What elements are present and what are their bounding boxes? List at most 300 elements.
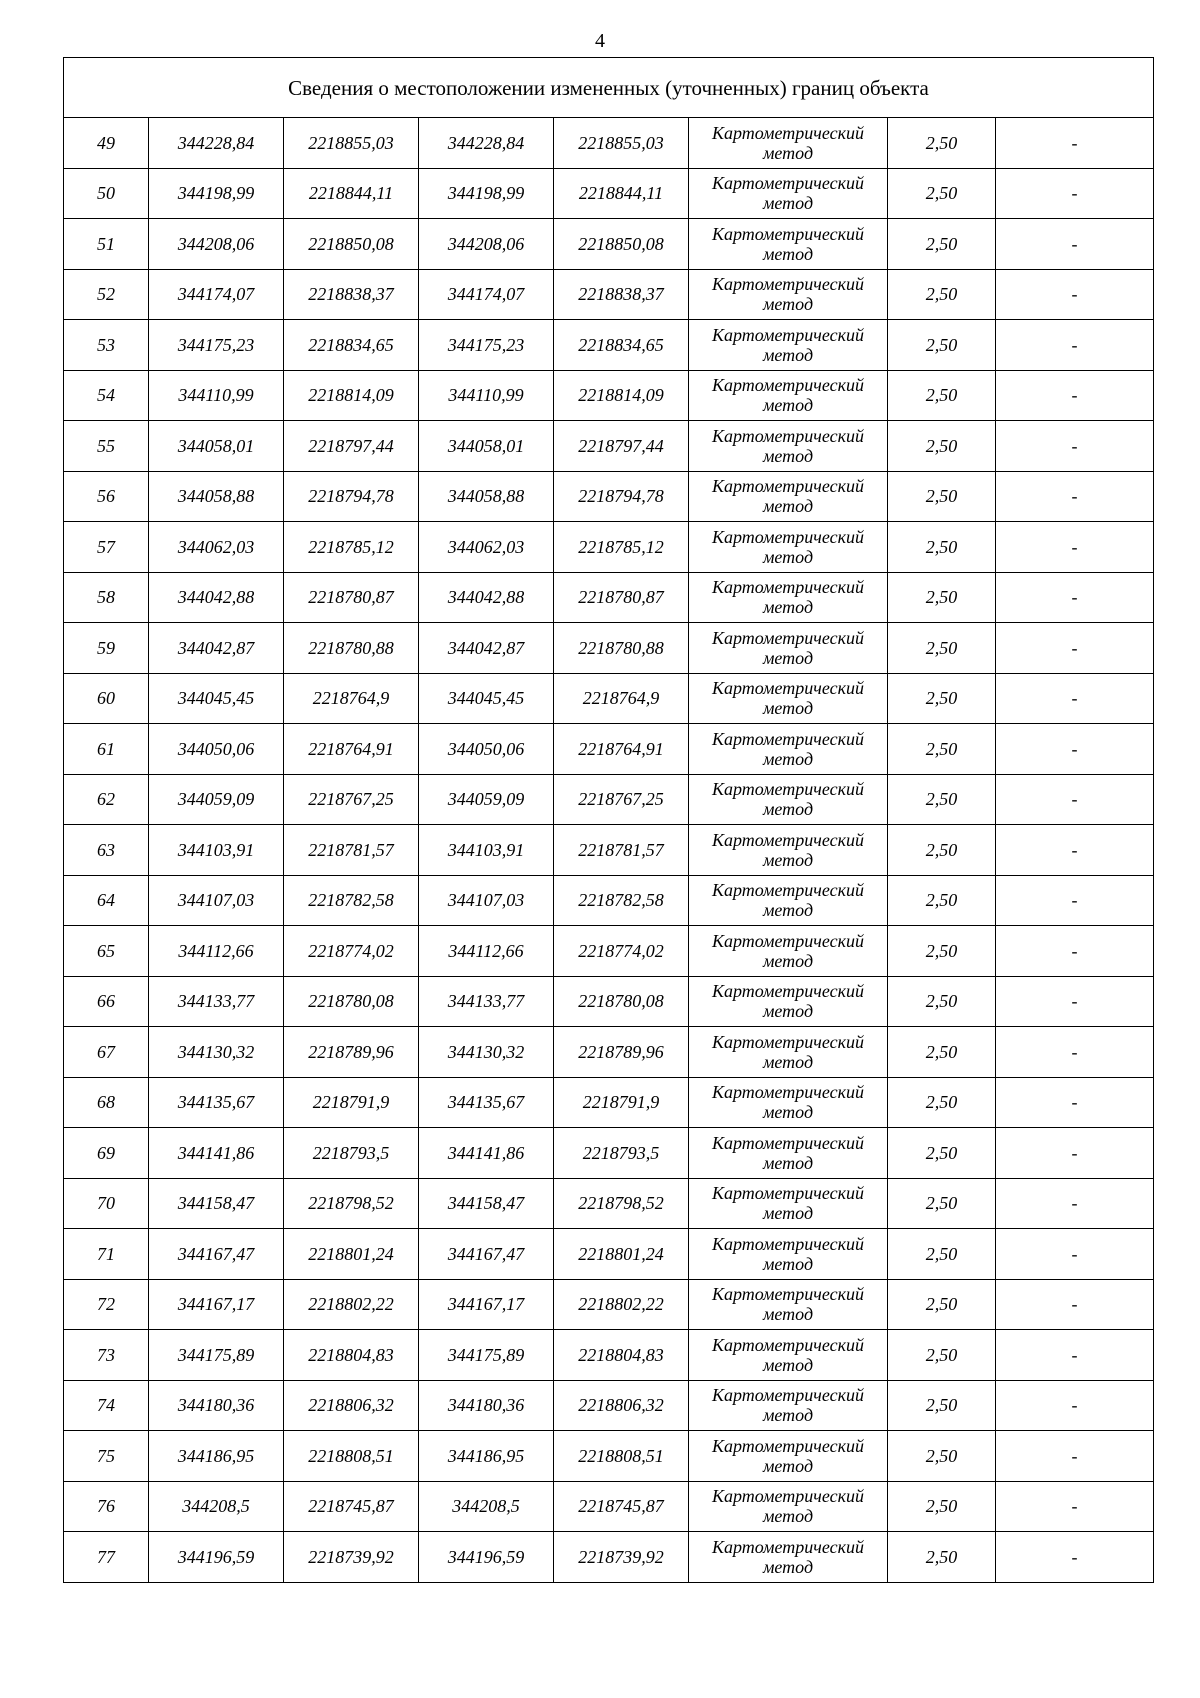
accuracy-cell: 2,50 xyxy=(888,1431,996,1482)
method-line-2: метод xyxy=(762,950,814,971)
table-row xyxy=(64,875,1154,926)
method-line-1: Картометрический xyxy=(711,1284,864,1305)
method-line-2: метод xyxy=(762,1253,814,1274)
x-existing-cell: 344110,99 xyxy=(149,370,284,421)
method-line-1: Картометрический xyxy=(711,627,864,648)
note-cell: - xyxy=(996,1229,1154,1280)
method-cell xyxy=(689,471,888,522)
y-new-cell: 2218794,78 xyxy=(554,471,689,522)
method-line-2: метод xyxy=(762,496,814,517)
method-cell xyxy=(689,168,888,219)
y-existing-cell: 2218855,03 xyxy=(284,118,419,169)
table-row xyxy=(64,421,1154,472)
y-existing-cell: 2218798,52 xyxy=(284,1178,419,1229)
method-line-2: метод xyxy=(762,900,814,921)
point-number-cell: 73 xyxy=(64,1330,149,1381)
y-existing-cell: 2218767,25 xyxy=(284,774,419,825)
method-line-2: метод xyxy=(762,698,814,719)
method-line-2: метод xyxy=(762,142,814,163)
y-existing-cell: 2218794,78 xyxy=(284,471,419,522)
y-new-cell: 2218789,96 xyxy=(554,1027,689,1078)
accuracy-cell: 2,50 xyxy=(888,1178,996,1229)
note-cell: - xyxy=(996,1431,1154,1482)
y-existing-cell: 2218780,88 xyxy=(284,623,419,674)
y-existing-cell: 2218774,02 xyxy=(284,926,419,977)
x-existing-cell: 344228,84 xyxy=(149,118,284,169)
note-cell: - xyxy=(996,572,1154,623)
y-new-cell: 2218745,87 xyxy=(554,1481,689,1532)
table-row xyxy=(64,673,1154,724)
method-line-2: метод xyxy=(762,647,814,668)
table-row xyxy=(64,219,1154,270)
method-line-1: Картометрический xyxy=(711,476,864,497)
note-cell: - xyxy=(996,673,1154,724)
y-existing-cell: 2218745,87 xyxy=(284,1481,419,1532)
x-existing-cell: 344050,06 xyxy=(149,724,284,775)
y-existing-cell: 2218802,22 xyxy=(284,1279,419,1330)
point-number-cell: 75 xyxy=(64,1431,149,1482)
method-line-2: метод xyxy=(762,597,814,618)
x-existing-cell: 344208,5 xyxy=(149,1481,284,1532)
method-line-1: Картометрический xyxy=(711,1435,864,1456)
note-cell: - xyxy=(996,825,1154,876)
x-new-cell: 344130,32 xyxy=(419,1027,554,1078)
method-cell xyxy=(689,421,888,472)
accuracy-cell: 2,50 xyxy=(888,724,996,775)
accuracy-cell: 2,50 xyxy=(888,825,996,876)
x-existing-cell: 344198,99 xyxy=(149,168,284,219)
note-cell: - xyxy=(996,1128,1154,1179)
method-line-2: метод xyxy=(762,1152,814,1173)
x-existing-cell: 344059,09 xyxy=(149,774,284,825)
point-number-cell: 65 xyxy=(64,926,149,977)
table-row xyxy=(64,825,1154,876)
y-new-cell: 2218814,09 xyxy=(554,370,689,421)
note-cell: - xyxy=(996,269,1154,320)
method-line-2: метод xyxy=(762,849,814,870)
note-cell: - xyxy=(996,1481,1154,1532)
x-new-cell: 344062,03 xyxy=(419,522,554,573)
point-number-cell: 50 xyxy=(64,168,149,219)
x-existing-cell: 344058,01 xyxy=(149,421,284,472)
table-row xyxy=(64,1532,1154,1583)
x-existing-cell: 344175,89 xyxy=(149,1330,284,1381)
accuracy-cell: 2,50 xyxy=(888,471,996,522)
method-cell xyxy=(689,1532,888,1583)
point-number-cell: 58 xyxy=(64,572,149,623)
method-line-2: метод xyxy=(762,294,814,315)
y-existing-cell: 2218782,58 xyxy=(284,875,419,926)
method-line-1: Картометрический xyxy=(711,1082,864,1103)
x-existing-cell: 344180,36 xyxy=(149,1380,284,1431)
method-cell xyxy=(689,1128,888,1179)
table-row xyxy=(64,1330,1154,1381)
method-cell xyxy=(689,825,888,876)
y-existing-cell: 2218785,12 xyxy=(284,522,419,573)
accuracy-cell: 2,50 xyxy=(888,623,996,674)
y-existing-cell: 2218801,24 xyxy=(284,1229,419,1280)
method-cell xyxy=(689,875,888,926)
accuracy-cell: 2,50 xyxy=(888,1330,996,1381)
y-existing-cell: 2218806,32 xyxy=(284,1380,419,1431)
note-cell: - xyxy=(996,1330,1154,1381)
method-line-1: Картометрический xyxy=(711,779,864,800)
x-new-cell: 344167,47 xyxy=(419,1229,554,1280)
method-line-2: метод xyxy=(762,344,814,365)
method-line-1: Картометрический xyxy=(711,223,864,244)
x-existing-cell: 344174,07 xyxy=(149,269,284,320)
point-number-cell: 76 xyxy=(64,1481,149,1532)
y-new-cell: 2218844,11 xyxy=(554,168,689,219)
table-row xyxy=(64,572,1154,623)
method-cell xyxy=(689,1380,888,1431)
method-line-2: метод xyxy=(762,1001,814,1022)
y-new-cell: 2218782,58 xyxy=(554,875,689,926)
x-existing-cell: 344167,17 xyxy=(149,1279,284,1330)
point-number-cell: 57 xyxy=(64,522,149,573)
x-new-cell: 344141,86 xyxy=(419,1128,554,1179)
x-existing-cell: 344107,03 xyxy=(149,875,284,926)
coordinates-table xyxy=(63,57,1154,1583)
x-new-cell: 344175,89 xyxy=(419,1330,554,1381)
table-row xyxy=(64,269,1154,320)
x-existing-cell: 344167,47 xyxy=(149,1229,284,1280)
accuracy-cell: 2,50 xyxy=(888,219,996,270)
table-row xyxy=(64,774,1154,825)
point-number-cell: 62 xyxy=(64,774,149,825)
y-existing-cell: 2218780,08 xyxy=(284,976,419,1027)
table-row xyxy=(64,1077,1154,1128)
method-line-2: метод xyxy=(762,1556,814,1577)
x-new-cell: 344198,99 xyxy=(419,168,554,219)
y-existing-cell: 2218808,51 xyxy=(284,1431,419,1482)
method-cell xyxy=(689,673,888,724)
y-new-cell: 2218791,9 xyxy=(554,1077,689,1128)
method-line-2: метод xyxy=(762,1203,814,1224)
method-cell xyxy=(689,1027,888,1078)
table-row xyxy=(64,1229,1154,1280)
y-new-cell: 2218802,22 xyxy=(554,1279,689,1330)
method-cell xyxy=(689,926,888,977)
note-cell: - xyxy=(996,421,1154,472)
x-new-cell: 344058,88 xyxy=(419,471,554,522)
y-new-cell: 2218764,91 xyxy=(554,724,689,775)
method-cell xyxy=(689,1279,888,1330)
y-new-cell: 2218808,51 xyxy=(554,1431,689,1482)
table-row xyxy=(64,1431,1154,1482)
x-new-cell: 344174,07 xyxy=(419,269,554,320)
x-new-cell: 344042,87 xyxy=(419,623,554,674)
x-existing-cell: 344042,88 xyxy=(149,572,284,623)
method-line-1: Картометрический xyxy=(711,324,864,345)
method-line-1: Картометрический xyxy=(711,1183,864,1204)
y-new-cell: 2218806,32 xyxy=(554,1380,689,1431)
x-existing-cell: 344158,47 xyxy=(149,1178,284,1229)
x-new-cell: 344135,67 xyxy=(419,1077,554,1128)
method-cell xyxy=(689,1481,888,1532)
note-cell: - xyxy=(996,724,1154,775)
method-line-2: метод xyxy=(762,1506,814,1527)
x-new-cell: 344158,47 xyxy=(419,1178,554,1229)
y-existing-cell: 2218764,91 xyxy=(284,724,419,775)
x-new-cell: 344112,66 xyxy=(419,926,554,977)
method-line-1: Картометрический xyxy=(711,122,864,143)
accuracy-cell: 2,50 xyxy=(888,168,996,219)
table-row xyxy=(64,1279,1154,1330)
y-existing-cell: 2218739,92 xyxy=(284,1532,419,1583)
x-new-cell: 344059,09 xyxy=(419,774,554,825)
point-number-cell: 56 xyxy=(64,471,149,522)
x-existing-cell: 344133,77 xyxy=(149,976,284,1027)
point-number-cell: 68 xyxy=(64,1077,149,1128)
table-row xyxy=(64,1481,1154,1532)
method-line-2: метод xyxy=(762,546,814,567)
y-new-cell: 2218767,25 xyxy=(554,774,689,825)
note-cell: - xyxy=(996,926,1154,977)
note-cell: - xyxy=(996,1279,1154,1330)
method-line-1: Картометрический xyxy=(711,829,864,850)
x-new-cell: 344045,45 xyxy=(419,673,554,724)
point-number-cell: 55 xyxy=(64,421,149,472)
x-new-cell: 344103,91 xyxy=(419,825,554,876)
method-line-1: Картометрический xyxy=(711,425,864,446)
method-line-1: Картометрический xyxy=(711,375,864,396)
note-cell: - xyxy=(996,471,1154,522)
note-cell: - xyxy=(996,1380,1154,1431)
accuracy-cell: 2,50 xyxy=(888,1532,996,1583)
table-row xyxy=(64,623,1154,674)
y-existing-cell: 2218793,5 xyxy=(284,1128,419,1179)
table-row xyxy=(64,1128,1154,1179)
table-row xyxy=(64,976,1154,1027)
note-cell: - xyxy=(996,774,1154,825)
x-existing-cell: 344062,03 xyxy=(149,522,284,573)
accuracy-cell: 2,50 xyxy=(888,875,996,926)
x-new-cell: 344186,95 xyxy=(419,1431,554,1482)
y-new-cell: 2218764,9 xyxy=(554,673,689,724)
y-existing-cell: 2218791,9 xyxy=(284,1077,419,1128)
y-new-cell: 2218781,57 xyxy=(554,825,689,876)
point-number-cell: 70 xyxy=(64,1178,149,1229)
y-new-cell: 2218793,5 xyxy=(554,1128,689,1179)
table-row xyxy=(64,1027,1154,1078)
y-new-cell: 2218780,08 xyxy=(554,976,689,1027)
accuracy-cell: 2,50 xyxy=(888,1229,996,1280)
table-row xyxy=(64,926,1154,977)
method-line-1: Картометрический xyxy=(711,274,864,295)
accuracy-cell: 2,50 xyxy=(888,421,996,472)
point-number-cell: 69 xyxy=(64,1128,149,1179)
method-cell xyxy=(689,1178,888,1229)
method-line-1: Картометрический xyxy=(711,880,864,901)
page-number: 4 xyxy=(595,30,605,52)
y-existing-cell: 2218789,96 xyxy=(284,1027,419,1078)
x-existing-cell: 344042,87 xyxy=(149,623,284,674)
point-number-cell: 54 xyxy=(64,370,149,421)
method-cell xyxy=(689,1431,888,1482)
method-cell xyxy=(689,522,888,573)
point-number-cell: 49 xyxy=(64,118,149,169)
note-cell: - xyxy=(996,219,1154,270)
method-line-1: Картометрический xyxy=(711,1132,864,1153)
x-existing-cell: 344175,23 xyxy=(149,320,284,371)
accuracy-cell: 2,50 xyxy=(888,269,996,320)
note-cell: - xyxy=(996,522,1154,573)
method-cell xyxy=(689,1077,888,1128)
y-new-cell: 2218838,37 xyxy=(554,269,689,320)
accuracy-cell: 2,50 xyxy=(888,926,996,977)
x-new-cell: 344042,88 xyxy=(419,572,554,623)
method-line-2: метод xyxy=(762,445,814,466)
method-line-1: Картометрический xyxy=(711,1486,864,1507)
method-cell xyxy=(689,774,888,825)
method-line-1: Картометрический xyxy=(711,1536,864,1557)
y-existing-cell: 2218834,65 xyxy=(284,320,419,371)
point-number-cell: 61 xyxy=(64,724,149,775)
table-row xyxy=(64,320,1154,371)
x-existing-cell: 344045,45 xyxy=(149,673,284,724)
note-cell: - xyxy=(996,370,1154,421)
method-cell xyxy=(689,1330,888,1381)
x-existing-cell: 344112,66 xyxy=(149,926,284,977)
method-line-1: Картометрический xyxy=(711,1334,864,1355)
method-line-2: метод xyxy=(762,1304,814,1325)
point-number-cell: 60 xyxy=(64,673,149,724)
x-new-cell: 344180,36 xyxy=(419,1380,554,1431)
accuracy-cell: 2,50 xyxy=(888,1077,996,1128)
x-new-cell: 344107,03 xyxy=(419,875,554,926)
accuracy-cell: 2,50 xyxy=(888,673,996,724)
x-existing-cell: 344058,88 xyxy=(149,471,284,522)
y-new-cell: 2218780,87 xyxy=(554,572,689,623)
method-line-1: Картометрический xyxy=(711,173,864,194)
y-existing-cell: 2218797,44 xyxy=(284,421,419,472)
x-existing-cell: 344196,59 xyxy=(149,1532,284,1583)
method-cell xyxy=(689,724,888,775)
method-cell xyxy=(689,269,888,320)
y-existing-cell: 2218838,37 xyxy=(284,269,419,320)
x-new-cell: 344050,06 xyxy=(419,724,554,775)
note-cell: - xyxy=(996,168,1154,219)
point-number-cell: 51 xyxy=(64,219,149,270)
point-number-cell: 74 xyxy=(64,1380,149,1431)
point-number-cell: 67 xyxy=(64,1027,149,1078)
y-existing-cell: 2218804,83 xyxy=(284,1330,419,1381)
accuracy-cell: 2,50 xyxy=(888,1128,996,1179)
x-new-cell: 344208,5 xyxy=(419,1481,554,1532)
point-number-cell: 59 xyxy=(64,623,149,674)
y-existing-cell: 2218764,9 xyxy=(284,673,419,724)
note-cell: - xyxy=(996,1077,1154,1128)
method-cell xyxy=(689,320,888,371)
accuracy-cell: 2,50 xyxy=(888,320,996,371)
note-cell: - xyxy=(996,1532,1154,1583)
method-cell xyxy=(689,370,888,421)
method-line-2: метод xyxy=(762,748,814,769)
note-cell: - xyxy=(996,1178,1154,1229)
y-existing-cell: 2218780,87 xyxy=(284,572,419,623)
y-new-cell: 2218739,92 xyxy=(554,1532,689,1583)
method-line-1: Картометрический xyxy=(711,1385,864,1406)
y-existing-cell: 2218814,09 xyxy=(284,370,419,421)
method-line-1: Картометрический xyxy=(711,1031,864,1052)
method-line-2: метод xyxy=(762,799,814,820)
method-line-2: метод xyxy=(762,193,814,214)
x-existing-cell: 344103,91 xyxy=(149,825,284,876)
method-cell xyxy=(689,219,888,270)
table-row xyxy=(64,724,1154,775)
point-number-cell: 53 xyxy=(64,320,149,371)
note-cell: - xyxy=(996,118,1154,169)
method-line-2: метод xyxy=(762,1102,814,1123)
y-existing-cell: 2218844,11 xyxy=(284,168,419,219)
table-row xyxy=(64,370,1154,421)
note-cell: - xyxy=(996,875,1154,926)
x-new-cell: 344196,59 xyxy=(419,1532,554,1583)
x-existing-cell: 344141,86 xyxy=(149,1128,284,1179)
table-row xyxy=(64,471,1154,522)
y-new-cell: 2218785,12 xyxy=(554,522,689,573)
y-new-cell: 2218804,83 xyxy=(554,1330,689,1381)
accuracy-cell: 2,50 xyxy=(888,1481,996,1532)
point-number-cell: 52 xyxy=(64,269,149,320)
accuracy-cell: 2,50 xyxy=(888,1279,996,1330)
table-row xyxy=(64,1380,1154,1431)
note-cell: - xyxy=(996,623,1154,674)
x-existing-cell: 344130,32 xyxy=(149,1027,284,1078)
x-new-cell: 344133,77 xyxy=(419,976,554,1027)
table-title: Сведения о местоположении измененных (уточненных) границ объекта xyxy=(64,58,1154,118)
table-row xyxy=(64,118,1154,169)
x-existing-cell: 344186,95 xyxy=(149,1431,284,1482)
method-line-2: метод xyxy=(762,1051,814,1072)
accuracy-cell: 2,50 xyxy=(888,976,996,1027)
x-existing-cell: 344208,06 xyxy=(149,219,284,270)
method-line-1: Картометрический xyxy=(711,678,864,699)
method-line-1: Картометрический xyxy=(711,526,864,547)
point-number-cell: 64 xyxy=(64,875,149,926)
x-new-cell: 344208,06 xyxy=(419,219,554,270)
method-cell xyxy=(689,623,888,674)
method-line-1: Картометрический xyxy=(711,981,864,1002)
x-new-cell: 344058,01 xyxy=(419,421,554,472)
accuracy-cell: 2,50 xyxy=(888,1027,996,1078)
y-new-cell: 2218850,08 xyxy=(554,219,689,270)
x-existing-cell: 344135,67 xyxy=(149,1077,284,1128)
y-new-cell: 2218780,88 xyxy=(554,623,689,674)
x-new-cell: 344228,84 xyxy=(419,118,554,169)
table-row xyxy=(64,168,1154,219)
y-new-cell: 2218798,52 xyxy=(554,1178,689,1229)
point-number-cell: 63 xyxy=(64,825,149,876)
y-existing-cell: 2218850,08 xyxy=(284,219,419,270)
y-new-cell: 2218774,02 xyxy=(554,926,689,977)
accuracy-cell: 2,50 xyxy=(888,572,996,623)
y-new-cell: 2218797,44 xyxy=(554,421,689,472)
point-number-cell: 72 xyxy=(64,1279,149,1330)
method-cell xyxy=(689,1229,888,1280)
y-new-cell: 2218801,24 xyxy=(554,1229,689,1280)
table-title-row xyxy=(64,58,1154,118)
accuracy-cell: 2,50 xyxy=(888,522,996,573)
note-cell: - xyxy=(996,976,1154,1027)
method-line-1: Картометрический xyxy=(711,1233,864,1254)
method-line-2: метод xyxy=(762,243,814,264)
table-row xyxy=(64,1178,1154,1229)
method-line-1: Картометрический xyxy=(711,577,864,598)
method-line-1: Картометрический xyxy=(711,728,864,749)
point-number-cell: 71 xyxy=(64,1229,149,1280)
